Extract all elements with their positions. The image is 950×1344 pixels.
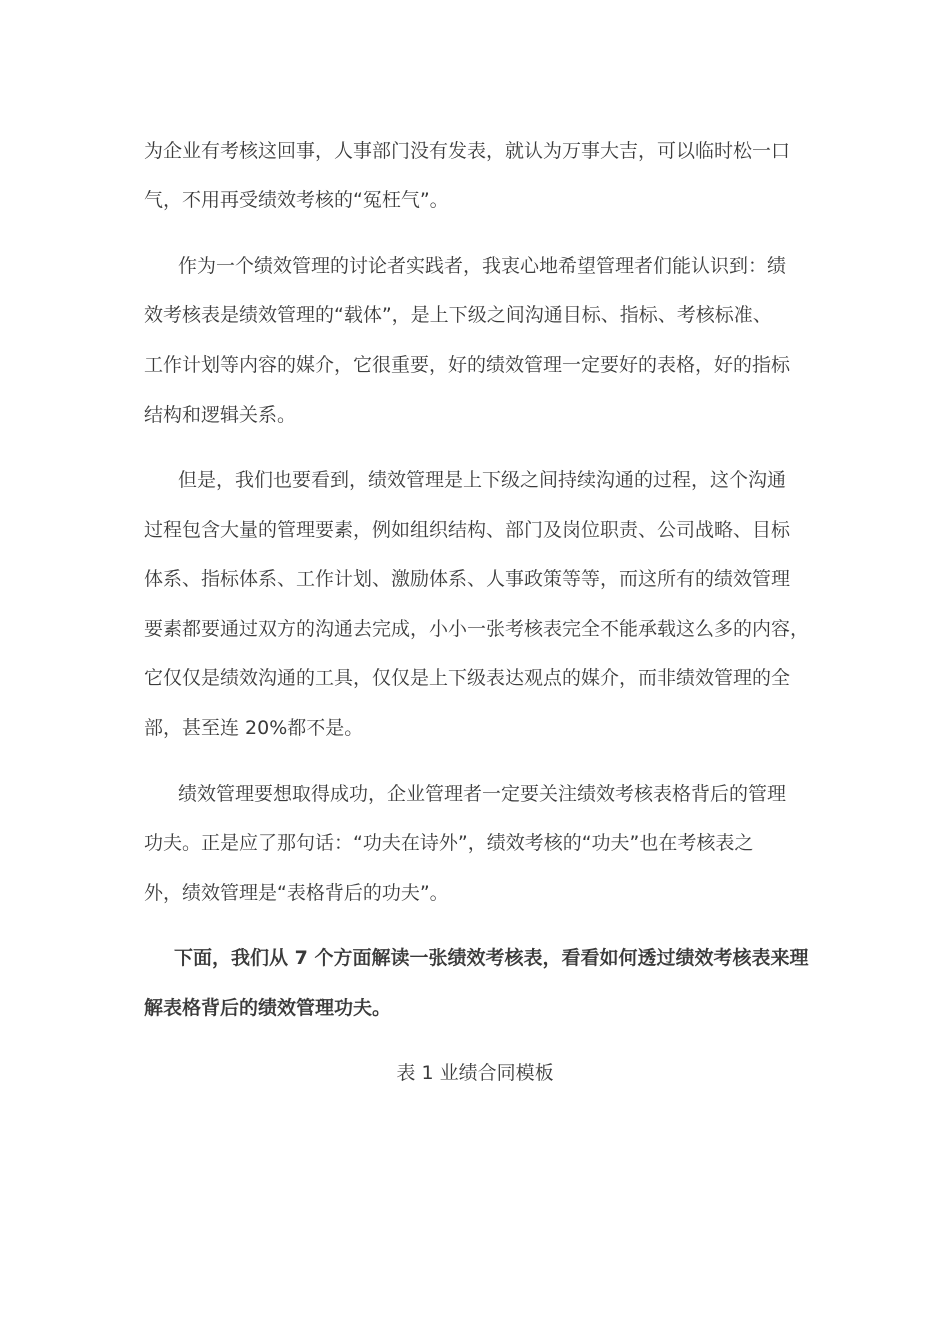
table-caption: 表 1 业绩合同模板 (396, 1062, 554, 1084)
paragraph-line: 部，甚至连 20%都不是。 (144, 717, 364, 739)
paragraph-line: 效考核表是绩效管理的“载体”，是上下级之间沟通目标、指标、考核标准、 (144, 304, 772, 326)
paragraph-line: 绩效管理要想取得成功，企业管理者一定要关注绩效考核表格背后的管理 (178, 783, 787, 805)
paragraph-line: 要素都要通过双方的沟通去完成，小小一张考核表完全不能承载这么多的内容， (144, 618, 810, 640)
paragraph-line: 它仅仅是绩效沟通的工具，仅仅是上下级表达观点的媒介，而非绩效管理的全 (144, 667, 791, 689)
paragraph-line: 为企业有考核这回事，人事部门没有发表，就认为万事大吉，可以临时松一口 (144, 140, 791, 162)
paragraph-line: 外，绩效管理是“表格背后的功夫”。 (144, 882, 449, 904)
paragraph-line: 过程包含大量的管理要素，例如组织结构、部门及岗位职责、公司战略、目标 (144, 519, 791, 541)
bold-paragraph-line: 解表格背后的绩效管理功夫。 (144, 997, 392, 1019)
paragraph-line: 但是，我们也要看到，绩效管理是上下级之间持续沟通的过程，这个沟通 (178, 469, 787, 491)
paragraph-line: 结构和逻辑关系。 (144, 404, 297, 426)
paragraph-line: 气，不用再受绩效考核的“冤枉气”。 (144, 189, 449, 211)
paragraph-line: 体系、指标体系、工作计划、激励体系、人事政策等等，而这所有的绩效管理 (144, 568, 791, 590)
paragraph-line: 工作计划等内容的媒介，它很重要，好的绩效管理一定要好的表格，好的指标 (144, 354, 791, 376)
bold-paragraph-line: 下面，我们从 7 个方面解读一张绩效考核表，看看如何透过绩效考核表来理 (174, 947, 809, 969)
paragraph-line: 作为一个绩效管理的讨论者实践者，我衷心地希望管理者们能认识到：绩 (178, 255, 787, 277)
paragraph-line: 功夫。正是应了那句话：“功夫在诗外”，绩效考核的“功夫”也在考核表之 (144, 832, 754, 854)
